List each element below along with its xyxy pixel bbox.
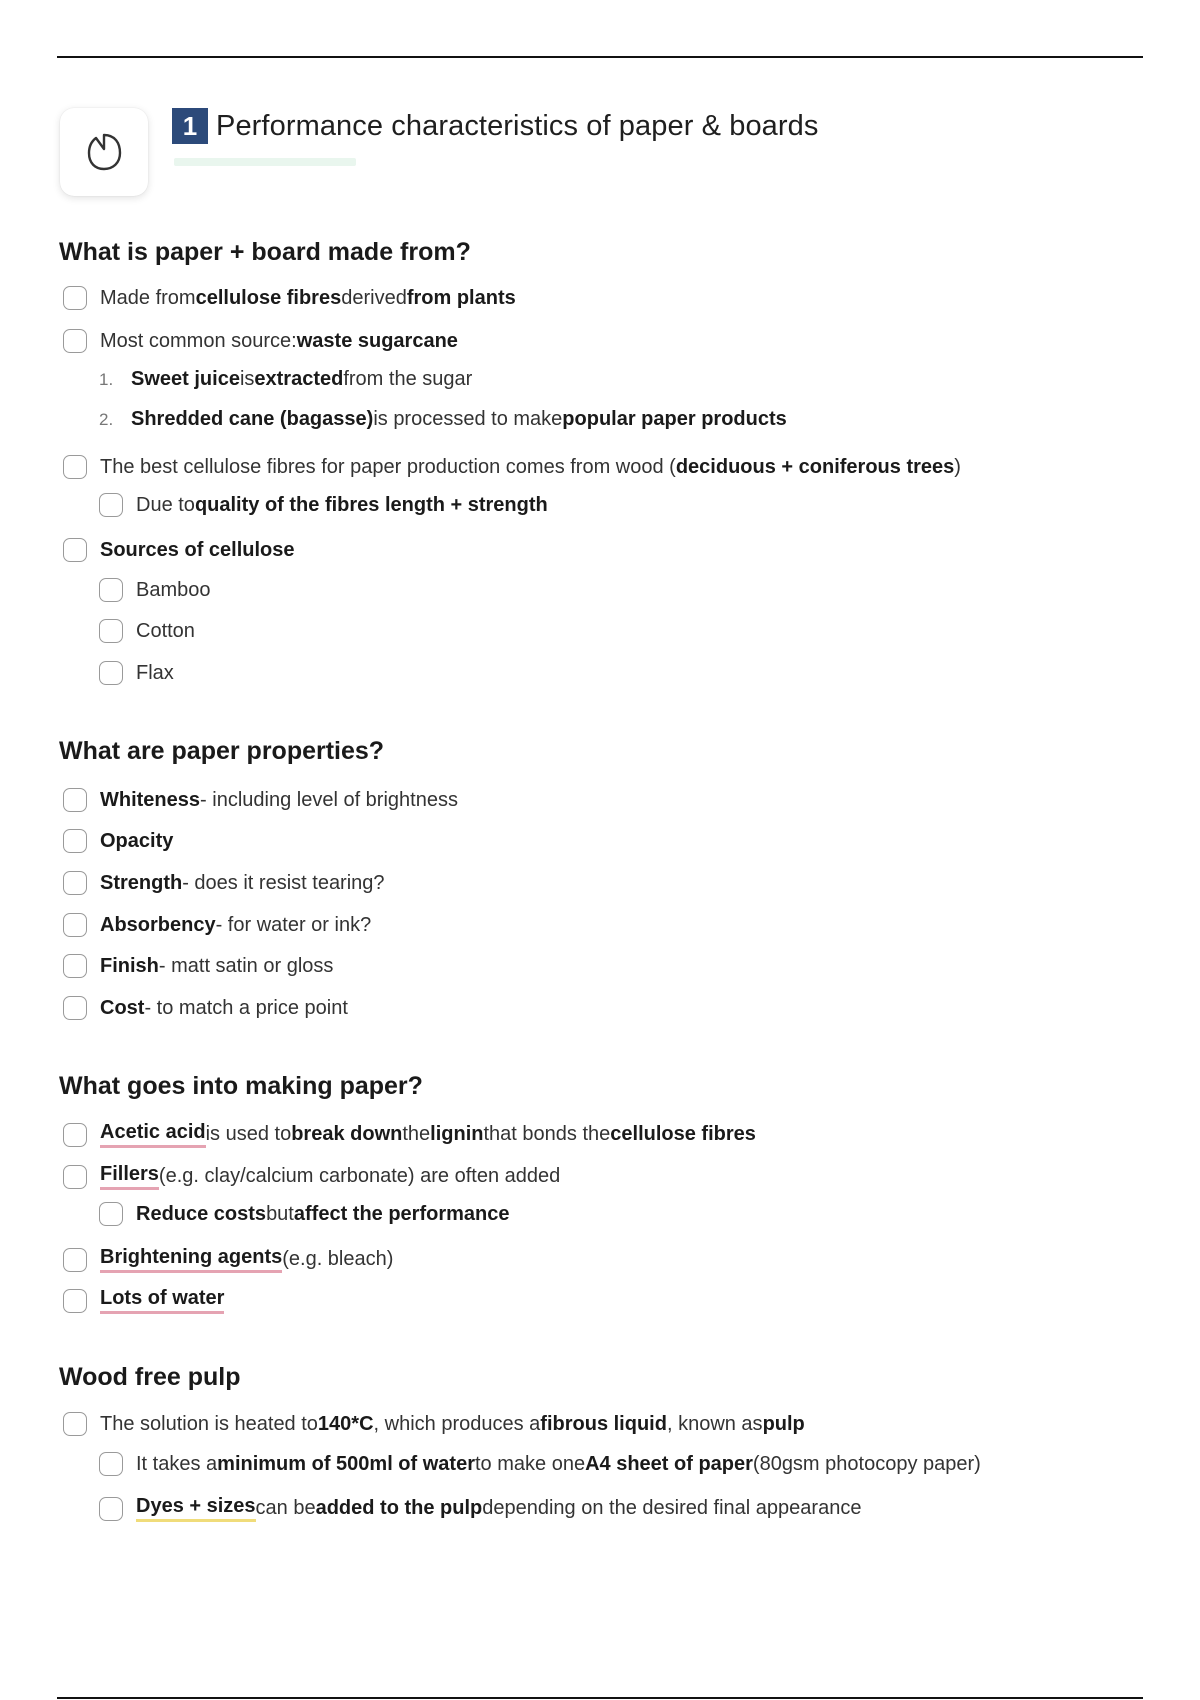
- list-item: Acetic acid is used to break down the lignin that bonds the cellulose fibres: [63, 1121, 756, 1148]
- list-item: Dyes + sizes can be added to the pulp depending on the desired final appearance: [99, 1495, 861, 1522]
- checkbox-icon[interactable]: [63, 871, 87, 895]
- checkbox-icon[interactable]: [99, 1497, 123, 1521]
- list-item: Lots of water: [63, 1287, 224, 1314]
- list-item: Strength - does it resist tearing?: [63, 871, 385, 895]
- heading-wood-free-pulp: Wood free pulp: [59, 1363, 241, 1391]
- list-number: 2.: [99, 409, 114, 429]
- numbered-item: 2. Shredded cane (bagasse) is processed to make popular paper products: [99, 408, 787, 430]
- list-item: Whiteness - including level of brightness: [63, 788, 458, 812]
- checkbox-icon[interactable]: [63, 913, 87, 937]
- list-item: It takes a minimum of 500ml of water to make one A4 sheet of paper (80gsm photocopy paper): [99, 1452, 981, 1476]
- checkbox-icon[interactable]: [63, 1165, 87, 1189]
- section-number-badge: 1: [172, 108, 208, 144]
- list-item: Due to quality of the fibres length + strength: [99, 493, 548, 517]
- list-item: Cotton: [99, 619, 195, 643]
- numbered-item: 1. Sweet juice is extracted from the sugar: [99, 368, 473, 390]
- checkbox-icon[interactable]: [99, 619, 123, 643]
- checkbox-icon[interactable]: [63, 329, 87, 353]
- checkbox-icon[interactable]: [63, 1248, 87, 1272]
- heading-making-paper: What goes into making paper?: [59, 1072, 423, 1100]
- list-item: Opacity: [63, 829, 173, 853]
- checkbox-icon[interactable]: [99, 578, 123, 602]
- heading-properties: What are paper properties?: [59, 737, 385, 765]
- list-item: The best cellulose fibres for paper production comes from wood ( deciduous + coniferous trees ): [63, 455, 961, 479]
- checkbox-icon[interactable]: [63, 455, 87, 479]
- checkbox-icon[interactable]: [63, 954, 87, 978]
- list-number: 1.: [99, 369, 114, 389]
- checkbox-icon[interactable]: [63, 538, 87, 562]
- checkbox-icon[interactable]: [63, 1289, 87, 1313]
- checkbox-icon[interactable]: [99, 661, 123, 685]
- list-item: Reduce costs but affect the performance: [99, 1202, 510, 1226]
- list-item: Absorbency - for water or ink?: [63, 913, 371, 937]
- list-item: Most common source: waste sugarcane: [63, 329, 458, 353]
- page-icon[interactable]: [60, 108, 148, 196]
- checkbox-icon[interactable]: [63, 788, 87, 812]
- list-item: Fillers (e.g. clay/calcium carbonate) are often added: [63, 1163, 560, 1190]
- list-item: Cost - to match a price point: [63, 996, 348, 1020]
- page-header: [172, 108, 819, 166]
- checkbox-icon[interactable]: [99, 1452, 123, 1476]
- list-item: Brightening agents (e.g. bleach): [63, 1246, 393, 1273]
- page-title: Performance characteristics of paper & boards: [216, 109, 819, 142]
- checkbox-icon[interactable]: [63, 1412, 87, 1436]
- bottom-divider: [57, 1697, 1143, 1699]
- list-item: Flax: [99, 661, 174, 685]
- checkbox-icon[interactable]: [63, 1123, 87, 1147]
- checkbox-icon[interactable]: [63, 996, 87, 1020]
- checkbox-icon[interactable]: [99, 1202, 123, 1226]
- heading-made-from: What is paper + board made from?: [59, 238, 471, 266]
- page-outline-icon: [84, 131, 124, 173]
- checkbox-icon[interactable]: [63, 829, 87, 853]
- list-item: Made from cellulose fibres derived from plants: [63, 286, 516, 310]
- list-item: Sources of cellulose: [63, 538, 295, 562]
- list-item: Bamboo: [99, 578, 211, 602]
- checkbox-icon[interactable]: [63, 286, 87, 310]
- checkbox-icon[interactable]: [99, 493, 123, 517]
- list-item: The solution is heated to 140*C , which produces a fibrous liquid , known as pulp: [63, 1412, 805, 1436]
- list-item: Finish - matt satin or gloss: [63, 954, 333, 978]
- top-divider: [57, 56, 1143, 58]
- title-accent-bar: [174, 158, 356, 166]
